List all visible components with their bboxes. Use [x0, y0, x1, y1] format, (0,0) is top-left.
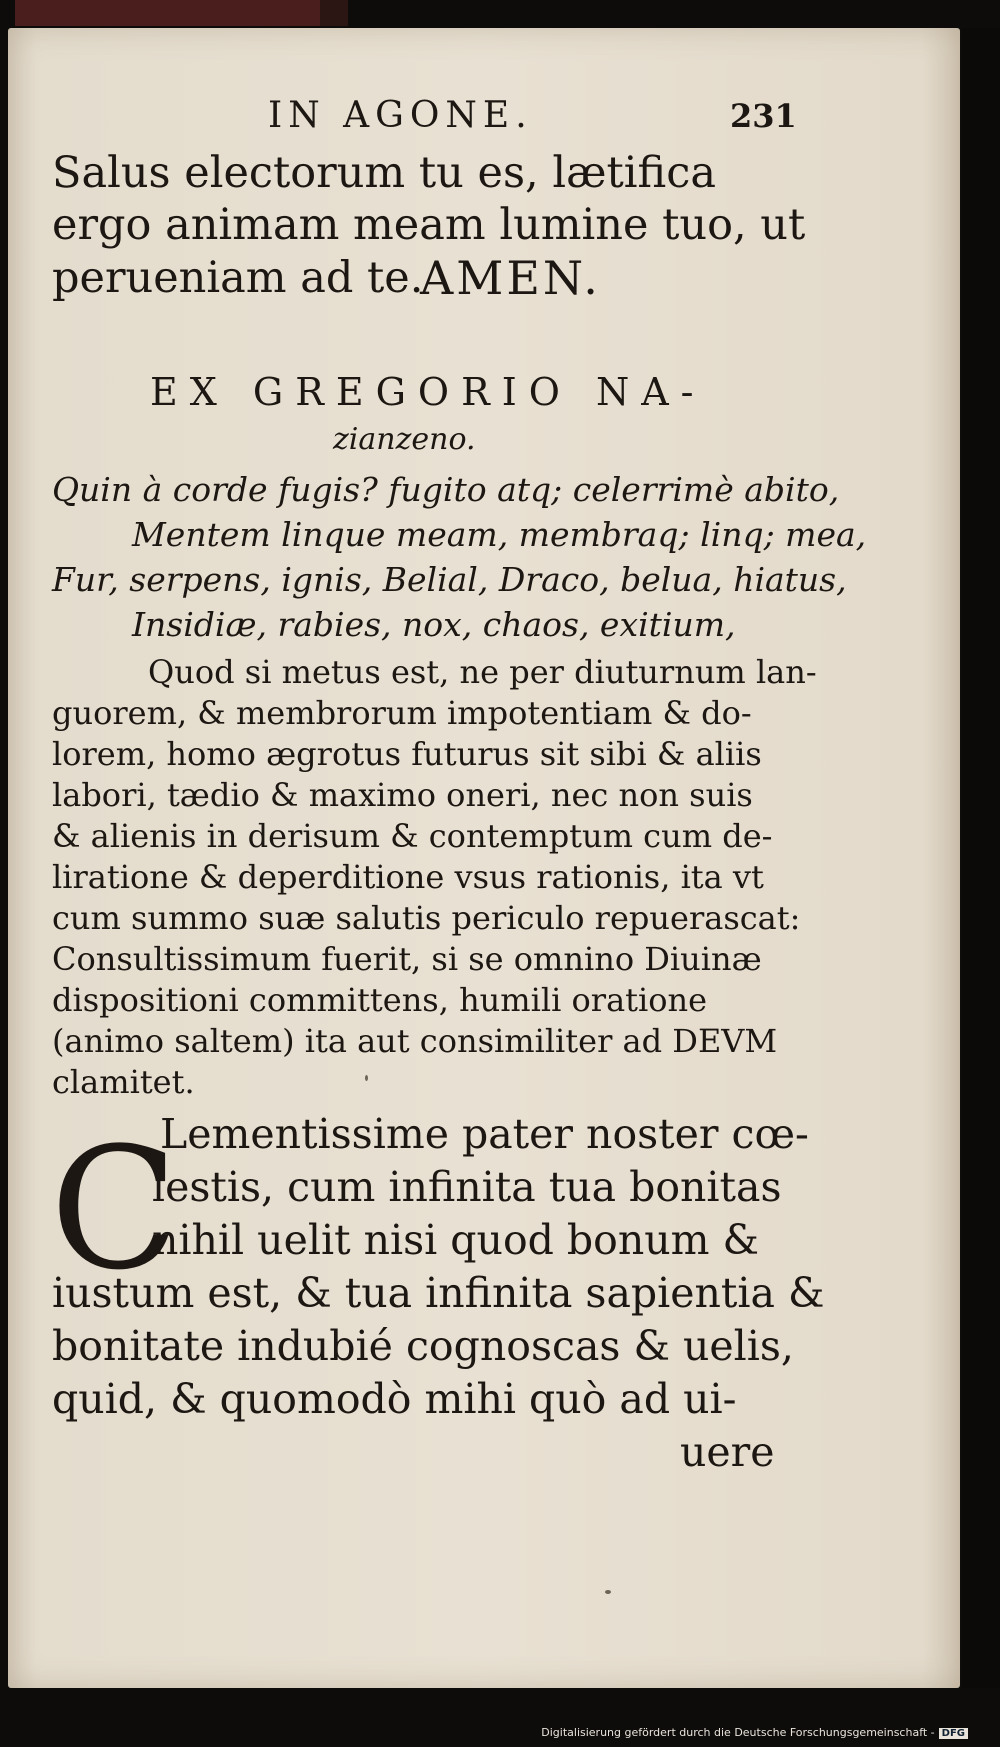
- page-number: 231: [730, 97, 797, 135]
- prayer-line: bonitate indubié cognoscas & uelis,: [52, 1322, 794, 1370]
- section-subheading: zianzeno.: [333, 422, 476, 457]
- section-heading: EX GREGORIO NA-: [150, 370, 706, 414]
- prose-line: guorem, & membrorum impotentiam & do-: [52, 694, 752, 732]
- prose-line: Quod si metus est, ne per diuturnum lan-: [148, 653, 817, 691]
- top-tab-right: [320, 0, 348, 26]
- prayer-line: iustum est, & tua infinita sapientia &: [52, 1269, 825, 1317]
- verse-line: Quin à corde fugis? fugito atq; celerrimè abito,: [52, 470, 840, 509]
- prose-line: liratione & deperditione vsus rationis, ita vt: [52, 858, 764, 896]
- prose-line: (animo saltem) ita aut consimiliter ad DEVM: [52, 1022, 778, 1060]
- prose-line: dispositioni committens, humili oratione: [52, 981, 708, 1019]
- prayer-line: lestis, cum infinita tua bonitas: [152, 1163, 782, 1211]
- paper-speck: [365, 1075, 368, 1081]
- prose-line: clamitet.: [52, 1063, 195, 1101]
- prayer-line: nihil uelit nisi quod bonum &: [152, 1216, 760, 1264]
- prose-line: cum summo suæ salutis periculo repuerascat:: [52, 899, 801, 937]
- prose-line: labori, tædio & maximo oneri, nec non suis: [52, 776, 753, 814]
- prayer-line: quid, & quomodò mihi quò ad ui-: [52, 1375, 737, 1423]
- paper-speck: [605, 1590, 611, 1594]
- digitization-credit: [541, 1726, 968, 1739]
- top-tab-left: [15, 0, 320, 26]
- opening-line: Salus electorum tu es, lætifica: [52, 148, 716, 198]
- verse-line: Fur, serpens, ignis, Belial, Draco, belua, hiatus,: [52, 560, 847, 599]
- opening-line: perueniam ad te.: [52, 253, 424, 303]
- verse-line: Insidiæ, rabies, nox, chaos, exitium,: [132, 605, 736, 644]
- prose-line: lorem, homo ægrotus futurus sit sibi & aliis: [52, 735, 762, 773]
- amen: AMEN.: [420, 251, 601, 305]
- prose-line: Consultissimum fuerit, si se omnino Diuinæ: [52, 940, 762, 978]
- drop-cap-initial: C: [50, 1111, 179, 1307]
- running-title: IN AGONE.: [268, 95, 533, 136]
- opening-line: ergo animam meam lumine tuo, ut: [52, 200, 806, 250]
- dfg-logo: DFG: [939, 1728, 968, 1739]
- page-edge-shadow: [962, 28, 1000, 1688]
- verse-line: Mentem linque meam, membraq; linq; mea,: [132, 515, 867, 554]
- top-border: [0, 0, 1000, 26]
- prose-line: & alienis in derisum & contemptum cum de-: [52, 817, 773, 855]
- catchword: uere: [680, 1428, 775, 1476]
- credit-text: Digitalisierung gefördert durch die Deutsche Forschungsgemeinschaft -: [541, 1726, 935, 1739]
- prayer-line: Lementissime pater noster cœ-: [160, 1110, 809, 1158]
